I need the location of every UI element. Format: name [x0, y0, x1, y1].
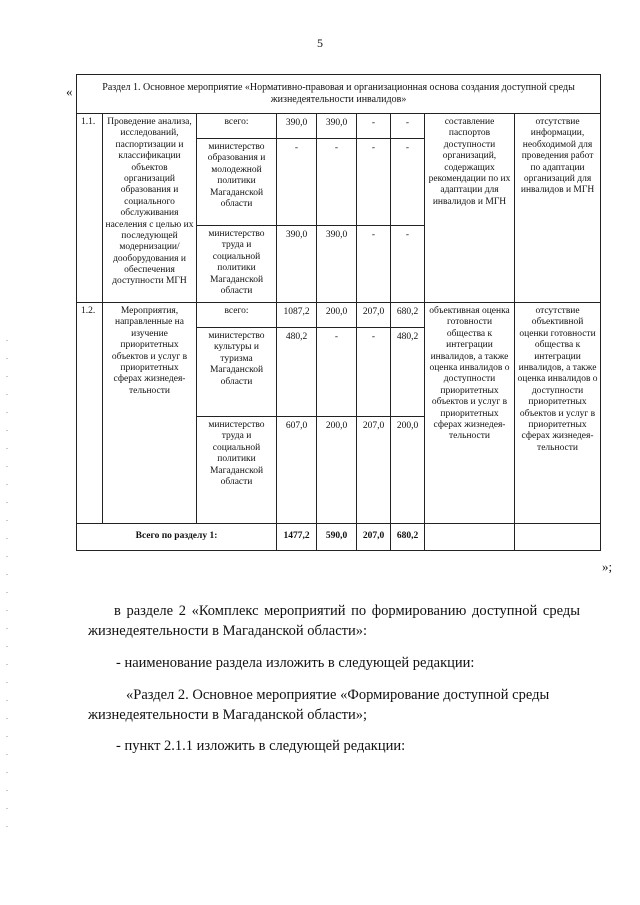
- year2-value: 207,0: [357, 417, 391, 524]
- section-header-row: [77, 75, 601, 114]
- year2-value: -: [357, 226, 391, 303]
- total-year3: 680,2: [391, 524, 425, 551]
- table-row: [77, 303, 601, 328]
- year3-value: -: [391, 114, 425, 139]
- year1-value: -: [317, 328, 357, 417]
- year3-value: 200,0: [391, 417, 425, 524]
- year3-value: 480,2: [391, 328, 425, 417]
- year2-value: 207,0: [357, 303, 391, 328]
- total-value: -: [277, 139, 317, 226]
- year2-value: -: [357, 114, 391, 139]
- year1-value: 390,0: [317, 114, 357, 139]
- indicator: отсутствие информации, необходимой для проведения работ по адаптации организаций для инвалидов и МГН: [515, 114, 601, 303]
- indicator: отсутствие объективной оценки готовности общества к интеграции инвалидов, а также оценка инвалидов о доступности приоритетных объектов и услуг в приоритетных сферах жизнедея-тельности: [515, 303, 601, 524]
- agency-name: министерство культуры и туризма Магаданской области: [197, 328, 277, 417]
- total-year2: 207,0: [357, 524, 391, 551]
- total-sum: 1477,2: [277, 524, 317, 551]
- total-value: 1087,2: [277, 303, 317, 328]
- row-number: 1.2.: [77, 303, 103, 524]
- scan-margin-dots: [6, 340, 8, 830]
- total-row: [77, 524, 601, 551]
- year3-value: -: [391, 139, 425, 226]
- measures-table: [76, 74, 601, 551]
- total-value: 480,2: [277, 328, 317, 417]
- year2-value: -: [357, 139, 391, 226]
- agency-name: министерство образования и молодежной политики Магаданской области: [197, 139, 277, 226]
- total-value: 390,0: [277, 226, 317, 303]
- agency-name: министерство труда и социальной политики Магаданской области: [197, 417, 277, 524]
- section-header: Раздел 1. Основное мероприятие «Нормативно-правовая и организационная основа создания доступной среды жизнедеятельности инвалидов»: [77, 75, 601, 114]
- year1-value: 390,0: [317, 226, 357, 303]
- quote-close-mark: »;: [602, 559, 613, 574]
- agency-name: всего:: [197, 303, 277, 328]
- year3-value: -: [391, 226, 425, 303]
- agency-name: министерство труда и социальной политики Магаданской области: [197, 226, 277, 303]
- total-value: 390,0: [277, 114, 317, 139]
- table-row: [77, 114, 601, 139]
- paragraph-section2: в разделе 2 «Комплекс мероприятий по формированию доступной среды жизнедеятельности в Магаданской области»:: [88, 603, 580, 639]
- quote-open-mark: «: [66, 84, 73, 99]
- measure-name: Мероприятия, направленные на изучение приоритетных объектов и услуг в приоритетных сферах жизнедея-тельности: [103, 303, 197, 524]
- paragraph-item-2-1-1: - пункт 2.1.1 изложить в следующей редакции:: [116, 738, 406, 754]
- paragraph-new-title: «Раздел 2. Основное мероприятие «Формирование доступной среды жизнедеятельности в Магаданской области»;: [88, 687, 550, 723]
- total-label: Всего по разделу 1:: [77, 524, 277, 551]
- agency-name: всего:: [197, 114, 277, 139]
- total-empty-indicator: [515, 524, 601, 551]
- total-empty-result: [425, 524, 515, 551]
- year2-value: -: [357, 328, 391, 417]
- page-number: 5: [317, 36, 323, 50]
- year1-value: -: [317, 139, 357, 226]
- total-value: 607,0: [277, 417, 317, 524]
- row-number: 1.1.: [77, 114, 103, 303]
- year1-value: 200,0: [317, 303, 357, 328]
- expected-result: объективная оценка готовности общества к интеграции инвалидов, а также оценка инвалидов о доступности приоритетных объектов и услуг в приоритетных сферах жизнедея-тельности: [425, 303, 515, 524]
- paragraph-rename: - наименование раздела изложить в следующей редакции:: [116, 655, 475, 671]
- year1-value: 200,0: [317, 417, 357, 524]
- total-year1: 590,0: [317, 524, 357, 551]
- expected-result: составление паспортов доступности организаций, содержащих рекомендации по их адаптации для инвалидов и МГН: [425, 114, 515, 303]
- year3-value: 680,2: [391, 303, 425, 328]
- measure-name: Проведение анализа, исследований, паспортизации и классификации объектов организаций образования и социального обслуживания населения с целью их последующей модернизации/ дооборудования и обеспечения доступности МГН: [103, 114, 197, 303]
